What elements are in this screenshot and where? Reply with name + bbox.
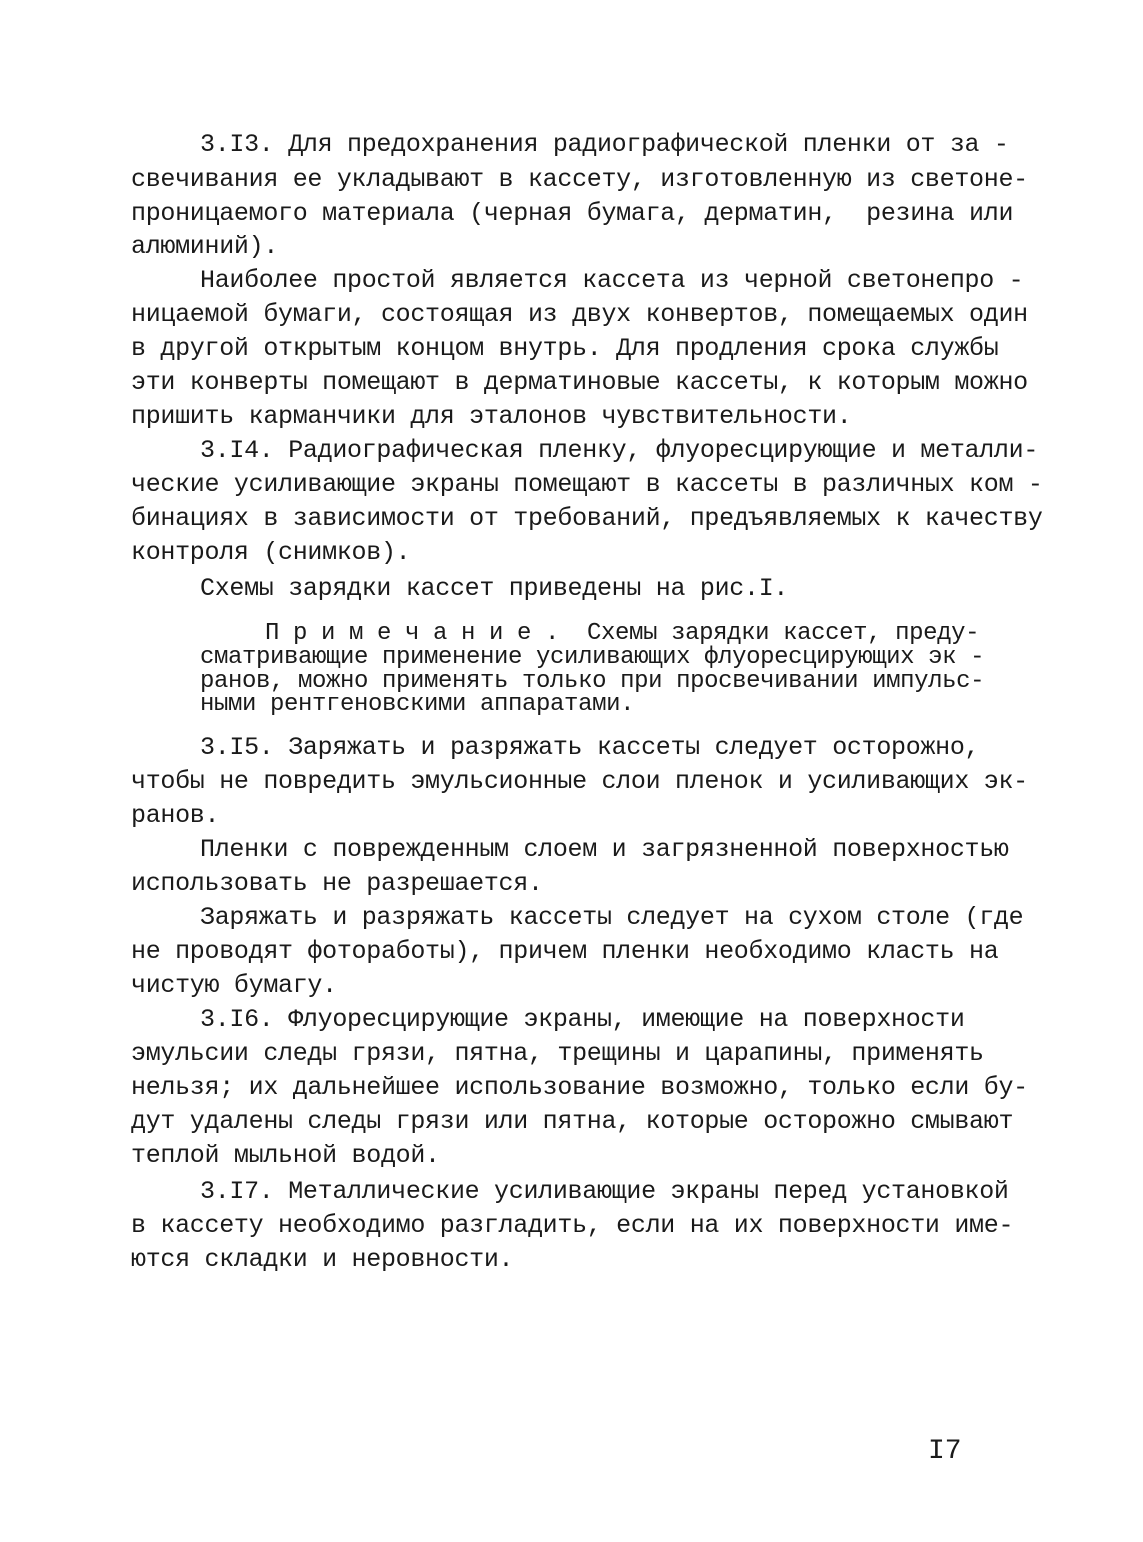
text-line: нельзя; их дальнейшее использование возможно, только если бу- (131, 1073, 1028, 1102)
note-line: сматривающие применение усиливающих флуоресцирующих эк - (200, 644, 985, 671)
text-line: 3.I3. Для предохранения радиографической пленки от за - (200, 130, 1009, 159)
text-line: ранов. (131, 801, 220, 830)
text-line: чтобы не повредить эмульсионные слои пленок и усиливающих эк- (131, 767, 1028, 796)
text-line: свечивания ее укладывают в кассету, изготовленную из светоне- (131, 165, 1028, 194)
note-line: ранов, можно применять только при просвечивании импульс- (200, 668, 985, 695)
text-line: Схемы зарядки кассет приведены на рис.I. (200, 574, 789, 603)
text-line: использовать не разрешается. (131, 869, 543, 898)
text-line: дут удалены следы грязи или пятна, которые осторожно смывают (131, 1107, 1014, 1136)
note-line: П р и м е ч а н и е . Схемы зарядки кассет, преду- (265, 620, 980, 647)
text-line: ницаемой бумаги, состоящая из двух конвертов, помещаемых один (131, 300, 1028, 329)
text-line: контроля (снимков). (131, 538, 411, 567)
text-line: Заряжать и разряжать кассеты следует на сухом столе (где (200, 903, 1024, 932)
text-line: 3.I5. Заряжать и разряжать кассеты следует осторожно, (200, 733, 980, 762)
text-line: ческие усиливающие экраны помещают в кассеты в различных ком - (131, 470, 1043, 499)
text-line: пришить карманчики для эталонов чувствительности. (131, 402, 852, 431)
text-line: не проводят фотоработы), причем пленки необходимо класть на (131, 937, 999, 966)
text-line: Наиболее простой является кассета из черной светонепро - (200, 266, 1024, 295)
text-line: алюминий). (131, 232, 279, 261)
text-line: проницаемого материала (черная бумага, дерматин, резина или (131, 199, 1014, 228)
text-line: Пленки с поврежденным слоем и загрязненной поверхностью (200, 835, 1009, 864)
text-line: ются складки и неровности. (131, 1245, 514, 1274)
text-line: в другой открытым концом внутрь. Для продления срока службы (131, 334, 999, 363)
text-line: эти конверты помещают в дерматиновые кассеты, к которым можно (131, 368, 1028, 397)
page-number: I7 (928, 1436, 962, 1467)
text-line: бинациях в зависимости от требований, предъявляемых к качеству (131, 504, 1043, 533)
text-line: 3.I7. Металлические усиливающие экраны перед установкой (200, 1177, 1009, 1206)
text-line: в кассету необходимо разгладить, если на их поверхности име- (131, 1211, 1014, 1240)
text-line: чистую бумагу. (131, 971, 337, 1000)
text-line: 3.I6. Флуоресцирующие экраны, имеющие на поверхности (200, 1005, 965, 1034)
text-line: эмульсии следы грязи, пятна, трещины и царапины, применять (131, 1039, 984, 1068)
text-line: теплой мыльной водой. (131, 1141, 440, 1170)
note-line: ными рентгеновскими аппаратами. (200, 691, 635, 718)
text-line: 3.I4. Радиографическая пленку, флуоресцирующие и металли- (200, 436, 1039, 465)
